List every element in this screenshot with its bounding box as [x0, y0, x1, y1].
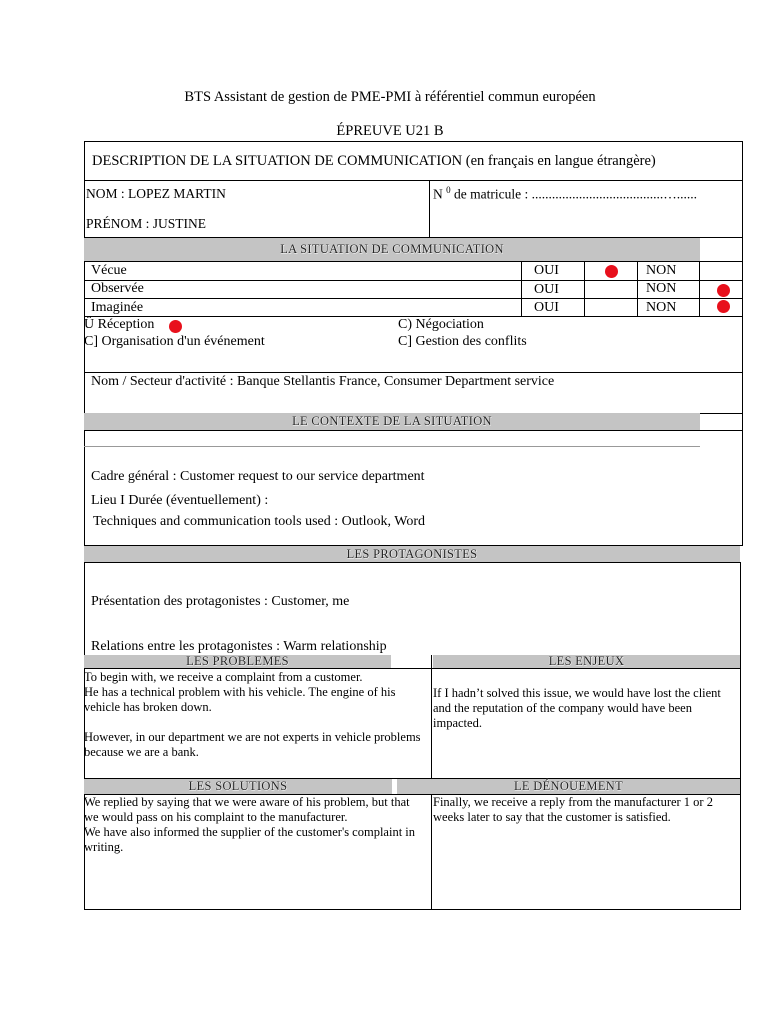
section-problemes: LES PROBLEMES	[84, 655, 391, 668]
row-imaginee-oui: OUI	[534, 300, 559, 315]
nom-field: NOM : LOPEZ MARTIN	[86, 186, 226, 201]
selection-mark	[169, 320, 182, 333]
selection-mark	[605, 265, 618, 278]
matricule-label: de matricule : .......................................…......	[454, 186, 697, 202]
section-denouement: LE DÉNOUEMENT	[397, 779, 740, 794]
row-observee-label: Observée	[91, 281, 144, 296]
lieu-duree: Lieu I Durée (éventuellement) :	[91, 493, 269, 508]
divider	[84, 446, 700, 447]
techniques-tools: Techniques and communication tools used : Outlook, Word	[93, 514, 426, 529]
row-vecue-label: Vécue	[91, 263, 127, 278]
section-enjeux: LES ENJEUX	[433, 655, 740, 668]
section-situation: LA SITUATION DE COMMUNICATION	[84, 237, 700, 261]
row-vecue-non: NON	[646, 263, 677, 278]
selection-mark	[717, 300, 730, 313]
row-imaginee-non: NON	[646, 300, 677, 315]
description-title: DESCRIPTION DE LA SITUATION DE COMMUNICATION (en français en langue étrangère)	[92, 153, 656, 169]
type-reception: Ü Réception	[84, 317, 155, 332]
type-gestion: C] Gestion des conflits	[398, 334, 527, 349]
relations-protagonistes: Relations entre les protagonistes : Warm relationship	[91, 639, 387, 654]
problemes-text: To begin with, we receive a complaint from a customer. He has a technical problem with his vehicle. The engine of his vehicle has broken down. However, in our department we are not experts in vehicle problems because we are a bank.	[84, 670, 421, 759]
presentation-protagonistes: Présentation des protagonistes : Customer, me	[91, 594, 350, 609]
denouement-text: Finally, we receive a reply from the manufacturer 1 or 2 weeks later to say that the customer is satisfied.	[433, 795, 713, 824]
cadre-general: Cadre général : Customer request to our service department	[91, 469, 425, 484]
section-solutions: LES SOLUTIONS	[84, 779, 392, 794]
row-imaginee-label: Imaginée	[91, 300, 144, 315]
prenom-field: PRÉNOM : JUSTINE	[86, 216, 207, 231]
enjeux-text: If I hadn’t solved this issue, we would have lost the client and the reputation of the company would have been impacted.	[433, 686, 721, 730]
type-negociation: C) Négociation	[398, 317, 484, 332]
type-organisation: C] Organisation d'un événement	[84, 334, 265, 349]
row-observee-oui: OUI	[534, 282, 559, 297]
matricule-prefix: N	[433, 186, 443, 202]
section-contexte: LE CONTEXTE DE LA SITUATION	[84, 413, 700, 430]
section-protagonistes: LES PROTAGONISTES	[84, 546, 740, 562]
exam-code: ÉPREUVE U21 B	[336, 123, 444, 139]
exam-title: BTS Assistant de gestion de PME-PMI à référentiel commun européen	[184, 89, 596, 105]
matricule-field	[433, 182, 697, 203]
solutions-text: We replied by saying that we were aware of his problem, but that we would pass on his complaint to the manufacturer. We have also informed the supplier of the customer's complaint in writing.	[84, 795, 416, 854]
secteur-field: Nom / Secteur d'activité : Banque Stellantis France, Consumer Department service	[91, 374, 555, 389]
selection-mark	[717, 284, 730, 297]
row-vecue-oui: OUI	[534, 263, 559, 278]
matricule-sup: 0	[446, 185, 451, 195]
row-observee-non: NON	[646, 281, 677, 296]
